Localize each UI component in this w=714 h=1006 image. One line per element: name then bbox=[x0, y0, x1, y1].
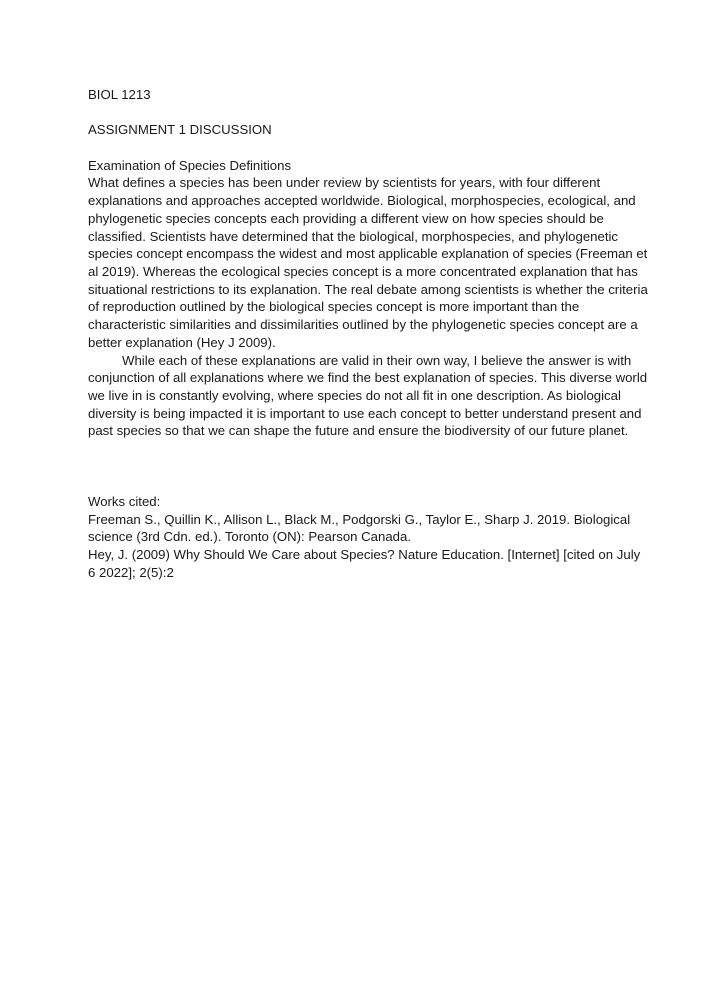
citation-entry: Hey, J. (2009) Why Should We Care about Species? Nature Education. [Internet] [cited on July 6 2022]; 2(5):2 bbox=[88, 547, 641, 580]
document-title: Examination of Species Definitions bbox=[88, 157, 292, 173]
course-code: BIOL 1213 bbox=[88, 87, 151, 102]
document-page bbox=[88, 86, 648, 582]
assignment-heading: ASSIGNMENT 1 DISCUSSION bbox=[88, 122, 272, 138]
body-paragraph-2: While each of these explanations are valid in their own way, I believe the answer is with conjunction of all explanations where we find the best explanation of species. This diverse world we live in is constantly evolving, where species do not all fit in one description. As biological diversity is being impacted it is important to use each concept to better understand present and past species so that we can shape the future and ensure the biodiversity of our future planet. bbox=[88, 352, 648, 439]
body-paragraph-1: What defines a species has been under review by scientists for years, with four different explanations and approaches accepted worldwide. Biological, morphospecies, ecological, and phylogenetic species concepts each providing a different view on how species should be classified. Scientists have determined that the biological, morphospecies, and phylogenetic species concept encompass the widest and most applicable explanation of species (Freeman et al 2019). Whereas the ecological species concept is a more concentrated explanation that has situational restrictions to its explanation. The real debate among scientists is whether the criteria of reproduction outlined by the biological species concept is more important than the characteristic similarities and dissimilarities outlined by the phylogenetic species concept are a better explanation (Hey J 2009). bbox=[88, 175, 648, 350]
works-cited-heading: Works cited: bbox=[88, 494, 161, 510]
citation-entry: Freeman S., Quillin K., Allison L., Black M., Podgorski G., Taylor E., Sharp J. 2019. Biological science (3rd Cdn. ed.). Toronto (ON): Pearson Canada. bbox=[88, 511, 631, 545]
